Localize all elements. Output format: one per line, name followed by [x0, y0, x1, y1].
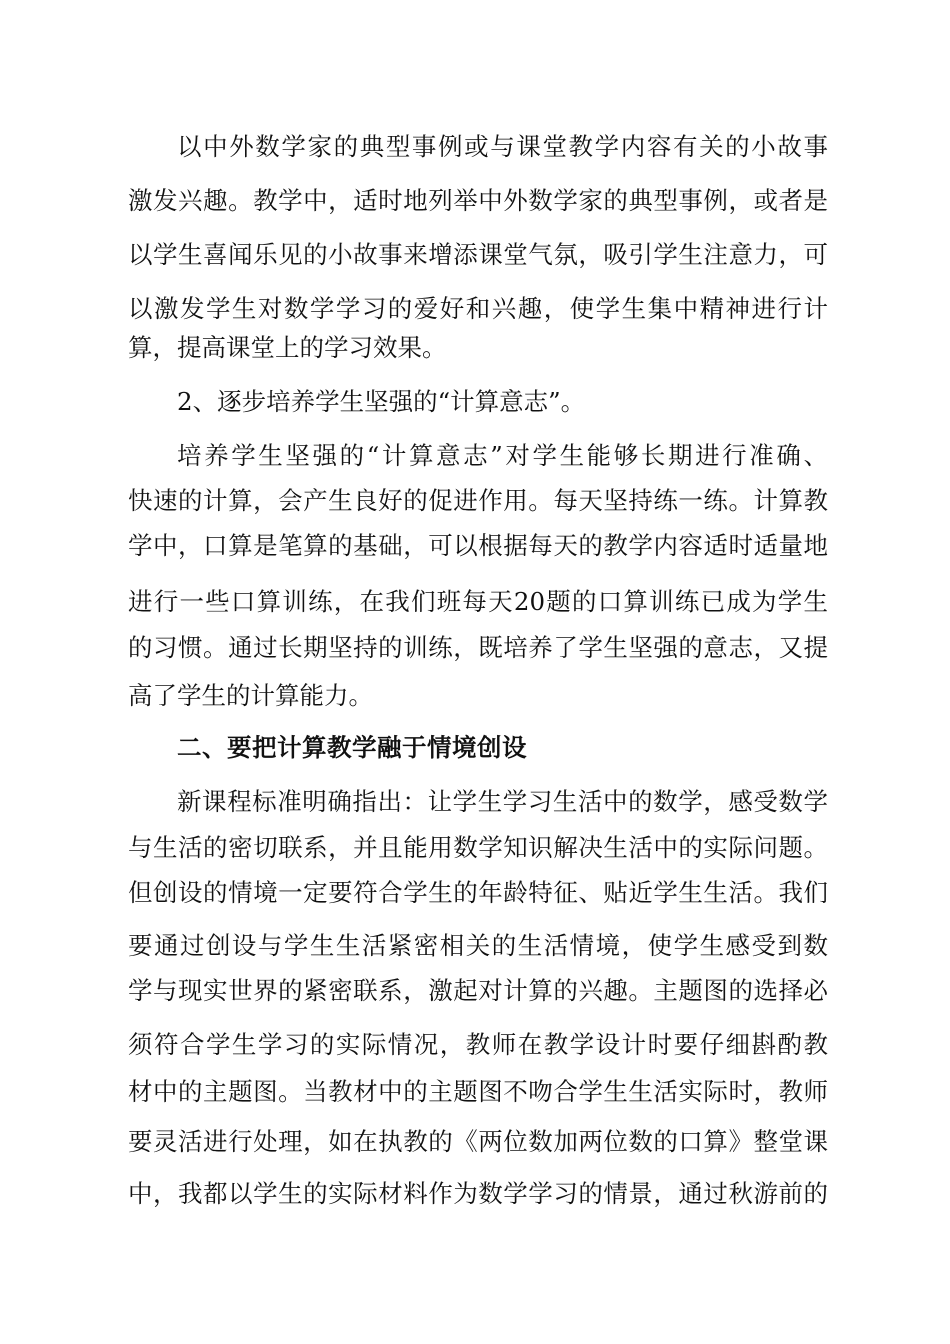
paragraph-line: 算，提高课堂上的学习效果。	[128, 333, 447, 362]
subheading-line: 2、逐步培养学生坚强的“计算意志”。	[177, 387, 586, 416]
paragraph-line: 中，我都以学生的实际材料作为数学学习的情景，通过秋游前的	[128, 1179, 828, 1208]
paragraph-line: 材中的主题图。当教材中的主题图不吻合学生生活实际时，教师	[128, 1077, 828, 1106]
paragraph-line: 以中外数学家的典型事例或与课堂教学内容有关的小故事	[177, 132, 828, 161]
paragraph-line: 须符合学生学习的实际情况，教师在教学设计时要仔细斟酌教	[128, 1030, 828, 1059]
paragraph-line: 要通过创设与学生生活紧密相关的生活情境，使学生感受到数	[128, 931, 828, 960]
paragraph-line: 进行一些口算训练，在我们班每天20题的口算训练已成为学生	[128, 587, 828, 616]
paragraph-line: 培养学生坚强的“计算意志”对学生能够长期进行准确、	[177, 441, 828, 470]
paragraph-line: 新课程标准明确指出：让学生学习生活中的数学，感受数学	[177, 787, 828, 816]
section-heading: 二、要把计算教学融于情境创设	[177, 733, 527, 762]
paragraph-line: 高了学生的计算能力。	[128, 681, 373, 710]
paragraph-line: 但创设的情境一定要符合学生的年龄特征、贴近学生生活。我们	[128, 878, 828, 907]
paragraph-line: 学中，口算是笔算的基础，可以根据每天的教学内容适时适量地	[128, 531, 828, 560]
paragraph-line: 激发兴趣。教学中，适时地列举中外数学家的典型事例，或者是	[128, 186, 828, 215]
paragraph-line: 要灵活进行处理，如在执教的《两位数加两位数的口算》整堂课	[128, 1127, 828, 1156]
paragraph-line: 与生活的密切联系，并且能用数学知识解决生活中的实际问题。	[128, 833, 828, 862]
paragraph-line: 快速的计算，会产生良好的促进作用。每天坚持练一练。计算教	[128, 486, 828, 515]
paragraph-line: 学与现实世界的紧密联系，激起对计算的兴趣。主题图的选择必	[128, 976, 828, 1005]
paragraph-line: 以激发学生对数学学习的爱好和兴趣，使学生集中精神进行计	[128, 294, 828, 323]
paragraph-line: 的习惯。通过长期坚持的训练，既培养了学生坚强的意志，又提	[128, 633, 828, 662]
paragraph-line: 以学生喜闻乐见的小故事来增添课堂气氛，吸引学生注意力，可	[128, 240, 828, 269]
